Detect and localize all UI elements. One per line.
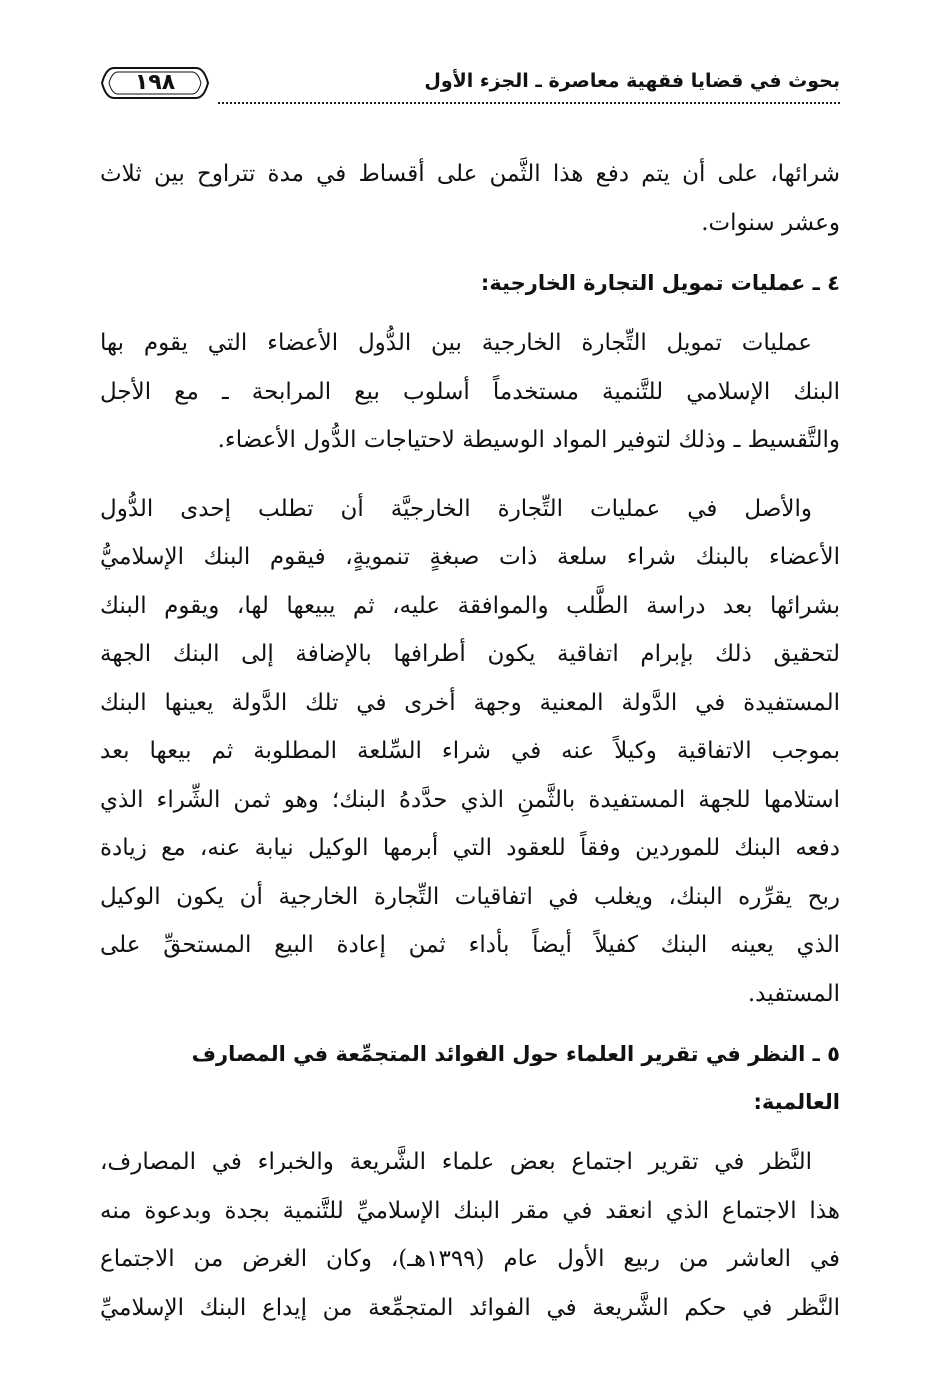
text-line: هذا الاجتماع الذي انعقد في مقر البنك الإسلاميِّ للتَّنمية بجدة وبدعوة منه [100, 1197, 840, 1224]
text-line: النَّظر في تقرير اجتماع بعض علماء الشَّريعة والخبراء في المصارف، [100, 1149, 812, 1175]
text-line: المستفيدة في الدَّولة المعنية وجهة أخرى في تلك الدَّولة يعينها البنك [100, 689, 840, 716]
heading-line: ٥ ـ النظر في تقرير العلماء حول الفوائد المتجمِّعة في المصارف [191, 1042, 840, 1066]
page-body [100, 150, 840, 1332]
text-line: لتحقيق ذلك بإبرام اتفاقية يكون أطرافها بالإضافة إلى البنك الجهة [100, 641, 840, 667]
text-line: عمليات تمويل التِّجارة الخارجية بين الدُّول الأعضاء التي يقوم بها [100, 330, 812, 356]
paragraph-1 [100, 150, 840, 247]
text-line: الذي يعينه البنك كفيلاً أيضاً بأداء ثمن إعادة البيع المستحقِّ على [100, 932, 840, 958]
text-line: استلامها للجهة المستفيدة بالثَّمنِ الذي حدَّدهُ البنك؛ وهو ثمن الشِّراء الذي [100, 786, 840, 813]
text-line: النَّظر في حكم الشَّريعة في الفوائد المتجمِّعة من إيداع البنك الإسلاميِّ [100, 1294, 840, 1321]
text-line: الأعضاء بالبنك شراء سلعة ذات صبغةٍ تنمويةٍ، فيقوم البنك الإسلاميُّ [100, 544, 840, 570]
text-line: ربح يقرِّره البنك، ويغلب في اتفاقيات التِّجارة الخارجية أن يكون الوكيل [100, 883, 840, 910]
page-number-badge [100, 66, 210, 100]
text-line: والأصل في عمليات التِّجارة الخارجيَّة أن تطلب إحدى الدُّول [100, 495, 812, 522]
text-line: في العاشر من ربيع الأول عام (١٣٩٩هـ)، وكان الغرض من الاجتماع [100, 1246, 840, 1272]
text-line: دفعه البنك للموردين وفقاً للعقود التي أبرمها الوكيل نيابة عنه، مع زيادة [100, 835, 841, 861]
page-header [100, 62, 840, 110]
paragraph-3 [100, 485, 840, 1019]
section-heading-5 [100, 1030, 840, 1126]
header-divider [218, 102, 840, 104]
text-line: المستفيد. [747, 980, 840, 1007]
paragraph-4 [100, 1138, 840, 1332]
text-line: بموجب الاتفاقية وكيلاً عنه في شراء السِّلعة المطلوبة ثم بيعها بعد [100, 738, 840, 764]
running-title: بحوث في قضايا فقهية معاصرة ـ الجزء الأول [424, 70, 840, 92]
text-line: بشرائها بعد دراسة الطَّلب والموافقة عليه، ثم يبيعها لها، ويقوم البنك [100, 592, 840, 619]
page-number: ١٩٨ [134, 70, 176, 95]
section-heading-4: ٤ ـ عمليات تمويل التجارة الخارجية: [480, 271, 840, 295]
paragraph-2 [100, 319, 840, 465]
heading-line: العالمية: [753, 1090, 840, 1114]
text-line: شرائها، على أن يتم دفع هذا الثَّمن على أقساط في مدة تتراوح بين ثلاث [100, 161, 840, 187]
text-line: البنك الإسلامي للتَّنمية مستخدماً أسلوب بيع المرابحة ـ مع الأجل [100, 378, 840, 405]
text-line: والتَّقسيط ـ وذلك لتوفير المواد الوسيطة لاحتياجات الدُّول الأعضاء. [217, 427, 840, 453]
text-line: وعشر سنوات. [701, 209, 840, 236]
